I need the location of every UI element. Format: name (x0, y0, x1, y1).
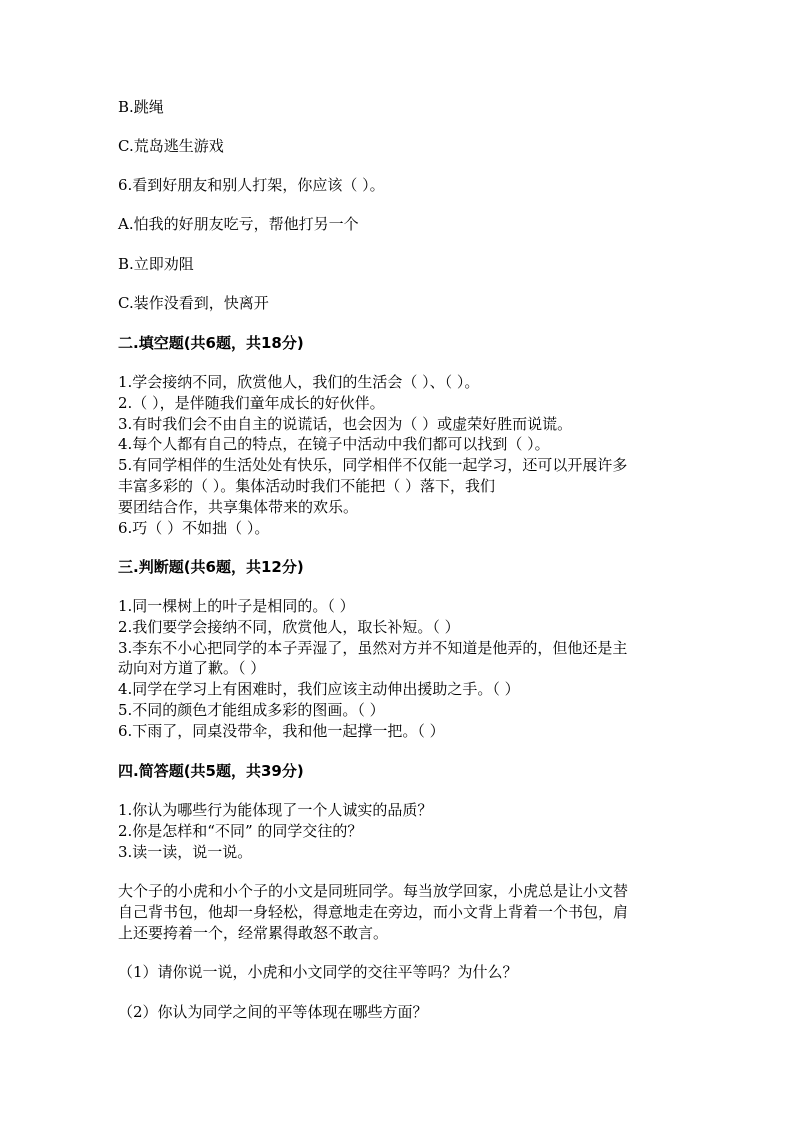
true-false-q6: 6.下雨了，同桌没带伞，我和他一起撑一把。（ ） (118, 722, 445, 740)
passage-line3: 上还要挎着一个，经常累得敢怒不敢言。 (118, 924, 389, 942)
short-answer-q3: 3.读一读，说一说。 (118, 843, 253, 861)
short-answer-q2: 2.你是怎样和“不同” 的同学交往的？ (118, 822, 363, 840)
fill-blank-q5-line1: 5.有同学相伴的生活处处有快乐，同学相伴不仅能一起学习，还可以开展许多 (118, 456, 628, 474)
true-false-q3-line2: 动向对方道了歉。（ ） (118, 659, 266, 677)
option-c-game: C.荒岛逃生游戏 (118, 137, 224, 155)
fill-blank-q5-line2: 丰富多彩的（ ）。集体活动时我们不能把（ ）落下，我们 (118, 477, 496, 495)
passage-line2: 自己背书包，他却一身轻松，得意地走在旁边，而小文背上背着一个书包，肩 (118, 903, 629, 921)
sub-question-2: （2）你认为同学之间的平等体现在哪些方面？ (118, 1003, 428, 1021)
section-heading-short-answer: 四.简答题(共5题，共39分) (118, 762, 304, 780)
fill-blank-q4: 4.每个人都有自己的特点，在镜子中活动中我们都可以找到（ ）。 (118, 435, 550, 453)
option-b-stop: B.立即劝阻 (118, 255, 194, 273)
section-heading-fill-blank: 二.填空题(共6题，共18分) (118, 334, 304, 352)
true-false-q1: 1.同一棵树上的叶子是相同的。（ ） (118, 597, 355, 615)
fill-blank-q6: 6.巧（ ）不如拙（ ）。 (118, 519, 270, 537)
sub-question-1: （1）请你说一说，小虎和小文同学的交往平等吗？为什么？ (118, 963, 518, 981)
fill-blank-q2: 2.（ ），是伴随我们童年成长的好伙伴。 (118, 394, 385, 412)
true-false-q4: 4.同学在学习上有困难时，我们应该主动伸出援助之手。（ ） (118, 680, 520, 698)
option-b-rope: B.跳绳 (118, 98, 164, 116)
section-heading-true-false: 三.判断题(共6题，共12分) (118, 558, 304, 576)
fill-blank-q5-line3: 要团结合作，共享集体带来的欢乐。 (118, 498, 359, 516)
passage-line1: 大个子的小虎和小个子的小文是同班同学。每当放学回家，小虎总是让小文替 (118, 882, 629, 900)
true-false-q5: 5.不同的颜色才能组成多彩的图画。（ ） (118, 701, 385, 719)
true-false-q2: 2.我们要学会接纳不同，欣赏他人，取长补短。（ ） (118, 618, 460, 636)
option-c-leave: C.装作没看到，快离开 (118, 294, 269, 312)
true-false-q3-line1: 3.李东不小心把同学的本子弄湿了，虽然对方并不知道是他弄的，但他还是主 (118, 639, 628, 657)
question-6: 6.看到好朋友和别人打架，你应该（ ）。 (118, 176, 385, 194)
option-a-fight: A.怕我的好朋友吃亏，帮他打另一个 (118, 215, 359, 233)
fill-blank-q1: 1.学会接纳不同，欣赏他人，我们的生活会（ ）、（ ）。 (118, 373, 480, 391)
short-answer-q1: 1.你认为哪些行为能体现了一个人诚实的品质？ (118, 801, 433, 819)
fill-blank-q3: 3.有时我们会不由自主的说谎话，也会因为（ ）或虚荣好胜而说谎。 (118, 415, 573, 433)
